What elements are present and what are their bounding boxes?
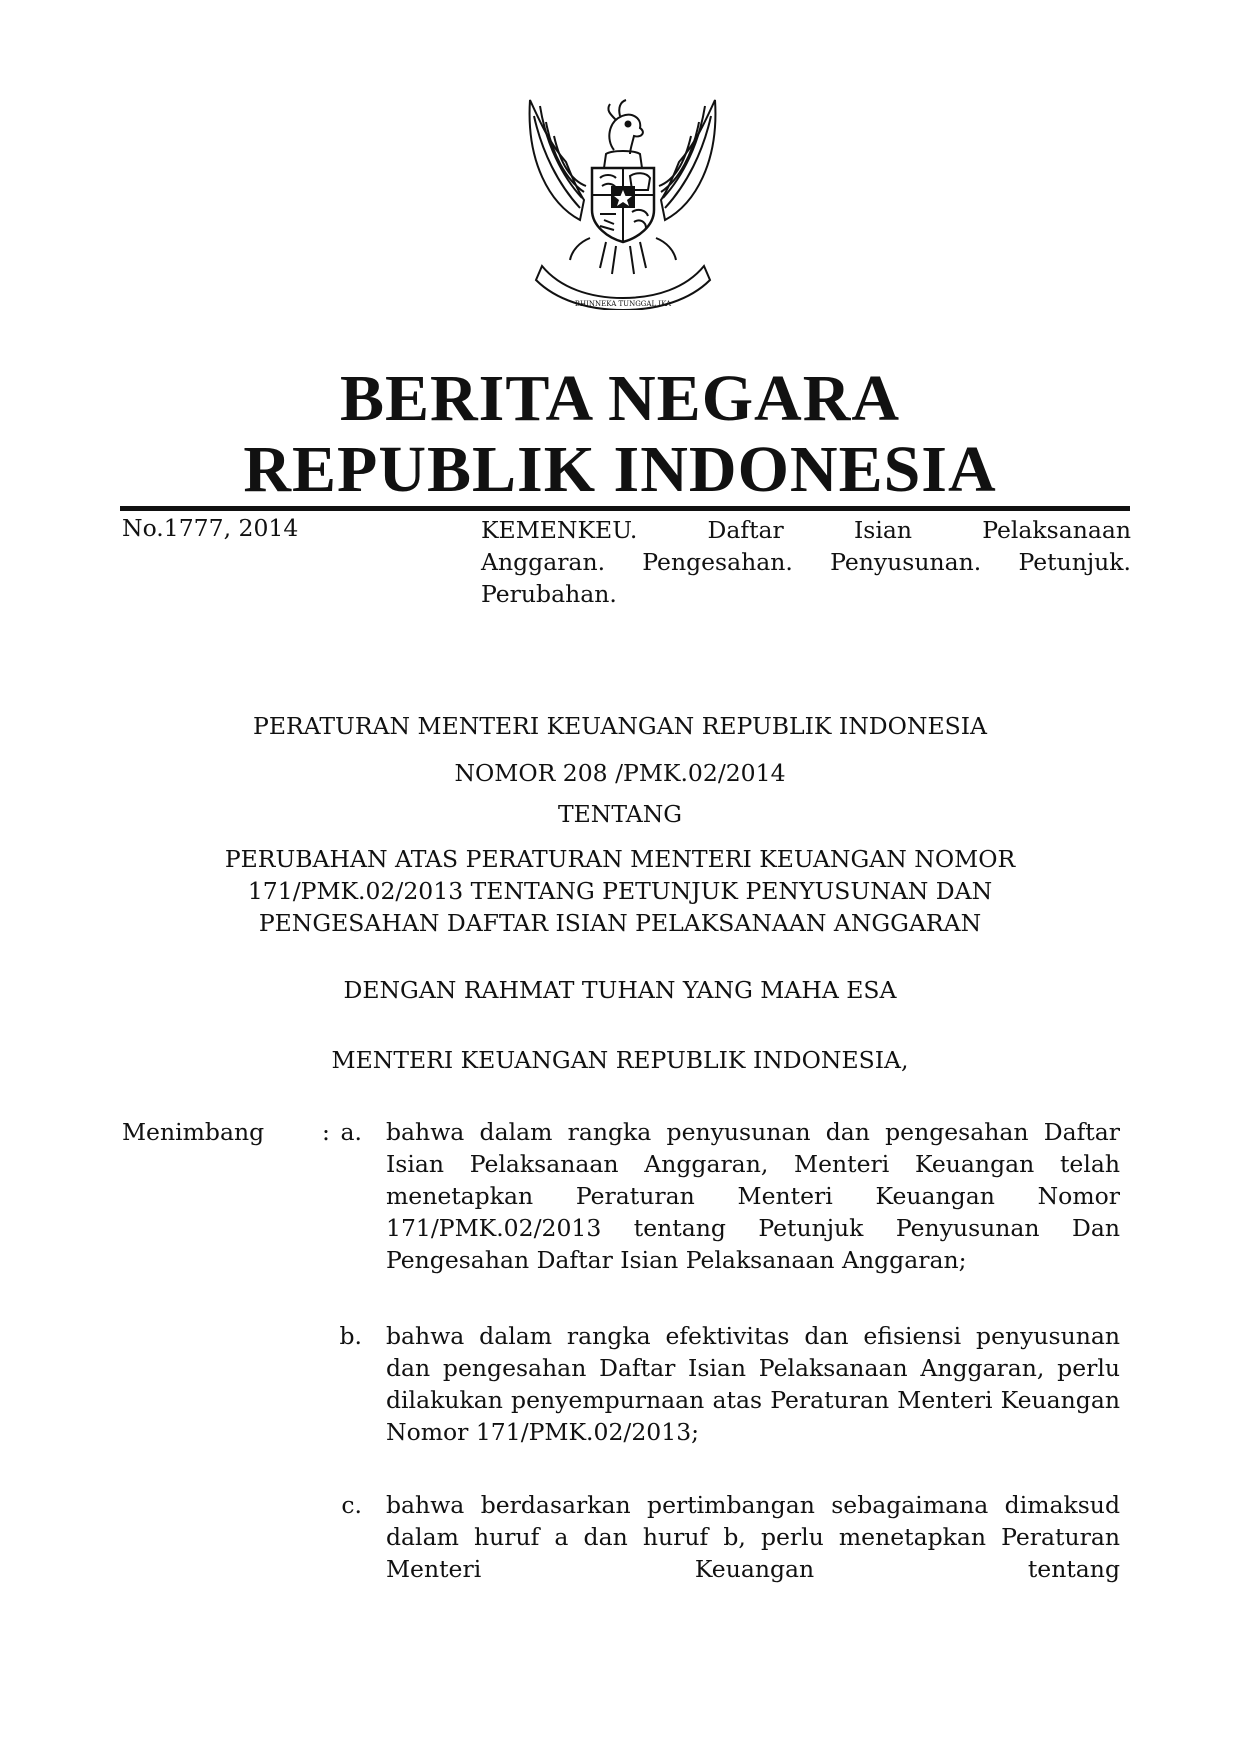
regulation-number: NOMOR 208 /PMK.02/2014 <box>454 759 786 787</box>
menimbang-item-text: bahwa berdasarkan pertimbangan sebagaimana dimaksud dalam huruf a dan huruf b, perlu menetapkan Peraturan Menteri Keuangan tentang <box>386 1491 1120 1583</box>
regulation-about: TENTANG <box>557 800 683 828</box>
issuing-official: MENTERI KEUANGAN REPUBLIK INDONESIA, <box>331 1046 909 1074</box>
regulation-subject-line2: 171/PMK.02/2013 TENTANG PETUNJUK PENYUSUNAN DAN <box>247 877 993 905</box>
issue-summary-line1: KEMENKEU. Daftar Isian Pelaksanaan <box>481 516 1131 544</box>
emblem-motto: BHINNEKA TUNGGAL IKA <box>574 300 672 308</box>
regulation-subject <box>0 843 1240 939</box>
issue-summary <box>481 514 1131 610</box>
garuda-pancasila-emblem-icon <box>520 92 725 310</box>
menimbang-item-marker: c. <box>341 1491 362 1519</box>
menimbang-item-marker: b. <box>339 1322 362 1350</box>
menimbang-item-text: bahwa dalam rangka efektivitas dan efisiensi penyusunan dan pengesahan Daftar Isian Pelaksanaan Anggaran, perlu dilakukan penyempurnaan atas Peraturan Menteri Keuangan Nomor 171/PMK.02/2013; <box>386 1322 1120 1446</box>
regulation-heading: PERATURAN MENTERI KEUANGAN REPUBLIK INDONESIA <box>253 712 987 740</box>
regulation-subject-line1: PERUBAHAN ATAS PERATURAN MENTERI KEUANGAN NOMOR <box>224 845 1016 873</box>
menimbang-item-marker: a. <box>340 1118 362 1146</box>
menimbang-item-text: bahwa dalam rangka penyusunan dan pengesahan Daftar Isian Pelaksanaan Anggaran, Menteri Keuangan telah menetapkan Peraturan Menteri Keuangan Nomor 171/PMK.02/2013 tentang Petunjuk Penyusunan Dan Pengesahan Daftar Isian Pelaksanaan Anggaran; <box>386 1118 1120 1274</box>
title-divider <box>120 506 1130 511</box>
menimbang-label: Menimbang <box>122 1118 265 1146</box>
document-title-line2: REPUBLIK INDONESIA <box>243 433 997 506</box>
menimbang-colon: : <box>322 1118 330 1146</box>
blessing-line: DENGAN RAHMAT TUHAN YANG MAHA ESA <box>343 976 897 1004</box>
issue-number: No.1777, 2014 <box>122 514 299 542</box>
regulation-subject-line3: PENGESAHAN DAFTAR ISIAN PELAKSANAAN ANGGARAN <box>258 909 982 937</box>
document-title-line1: BERITA NEGARA <box>339 362 901 435</box>
issue-summary-rest: Anggaran. Pengesahan. Penyusunan. Petunjuk. Perubahan. <box>481 548 1131 608</box>
